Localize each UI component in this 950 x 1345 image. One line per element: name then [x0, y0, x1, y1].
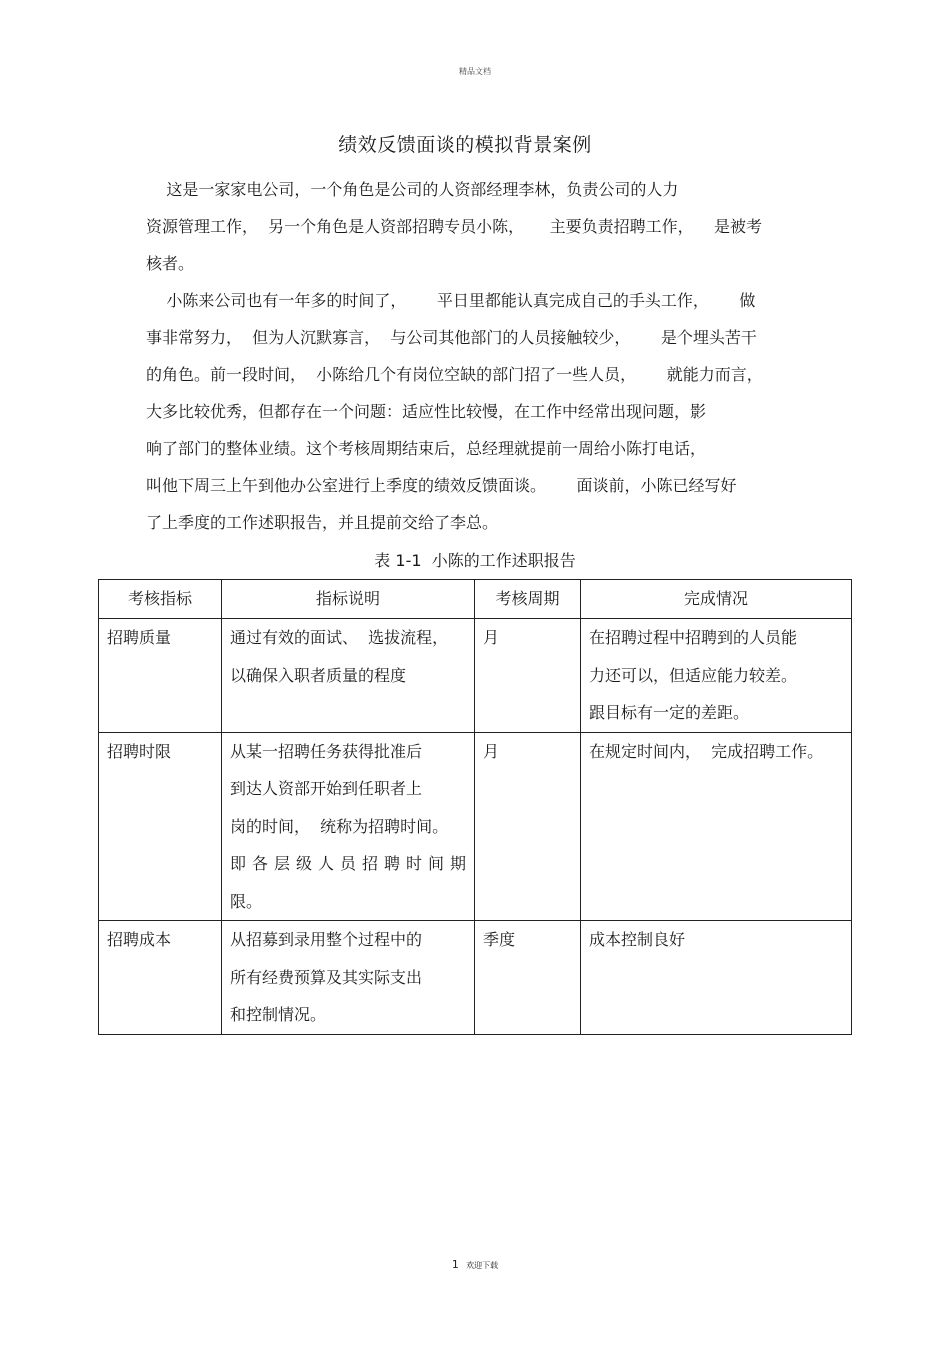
cell-metric: 招聘时限 [99, 732, 222, 921]
header-result: 完成情况 [581, 580, 852, 619]
cell-metric: 招聘质量 [99, 619, 222, 733]
header-metric: 考核指标 [99, 580, 222, 619]
cell-description: 从招募到录用整个过程中的 所有经费预算及其实际支出 和控制情况。 [222, 921, 475, 1035]
paragraph-background [146, 282, 816, 541]
cell-result: 在规定时间内， 完成招聘工作。 [581, 732, 852, 921]
table-header-row [99, 580, 852, 619]
paragraph-line: 叫他下周三上午到他办公室进行上季度的绩效反馈面谈。 面谈前，小陈已经写好 [146, 476, 737, 495]
cell-period: 月 [475, 619, 581, 733]
footer-text: 欢迎下载 [466, 1261, 499, 1270]
paragraph-line: 了上季度的工作述职报告，并且提前交给了李总。 [146, 513, 499, 532]
paragraph-line: 小陈来公司也有一年多的时间了， 平日里都能认真完成自己的手头工作， 做 [146, 291, 756, 310]
table-caption: 表 1-1 小陈的工作述职报告 [374, 551, 576, 570]
cell-metric: 招聘成本 [99, 921, 222, 1035]
table-row [99, 921, 852, 1035]
paragraph-line: 资源管理工作， 另一个角色是人资部招聘专员小陈， 主要负责招聘工作， 是被考 [146, 217, 762, 236]
paragraph-line: 这是一家家电公司，一个角色是公司的人资部经理李林，负责公司的人力 [146, 180, 679, 199]
cell-result: 成本控制良好 [581, 921, 852, 1035]
table-row [99, 732, 852, 921]
cell-period: 月 [475, 732, 581, 921]
cell-description: 从某一招聘任务获得批准后 到达人资部开始到任职者上 岗的时间， 统称为招聘时间。 即各层级人员招聘时间期 限。 [222, 732, 475, 921]
table-row [99, 619, 852, 733]
header-description: 指标说明 [222, 580, 475, 619]
header-note: 精品文档 [459, 67, 491, 76]
header-period: 考核周期 [475, 580, 581, 619]
page-footer [0, 1258, 950, 1271]
paragraph-line: 大多比较优秀，但都存在一个问题：适应性比较慢，在工作中经常出现问题，影 [146, 402, 707, 421]
paragraph-line: 事非常努力， 但为人沉默寡言， 与公司其他部门的人员接触较少， 是个埋头苦干 [146, 328, 757, 347]
paragraph-line: 响了部门的整体业绩。这个考核周期结束后，总经理就提前一周给小陈打电话， [146, 439, 707, 458]
cell-description: 通过有效的面试、 选拔流程， 以确保入职者质量的程度 [222, 619, 475, 733]
page-number: 1 [451, 1258, 459, 1271]
document-title: 绩效反馈面谈的模拟背景案例 [338, 134, 592, 156]
report-table [98, 579, 852, 1035]
cell-period: 季度 [475, 921, 581, 1035]
paragraph-line: 核者。 [146, 254, 195, 273]
paragraph-line: 的角色。前一段时间， 小陈给几个有岗位空缺的部门招了一些人员， 就能力而言， [146, 365, 763, 384]
paragraph-intro [146, 171, 816, 282]
cell-result: 在招聘过程中招聘到的人员能 力还可以，但适应能力较差。 跟目标有一定的差距。 [581, 619, 852, 733]
